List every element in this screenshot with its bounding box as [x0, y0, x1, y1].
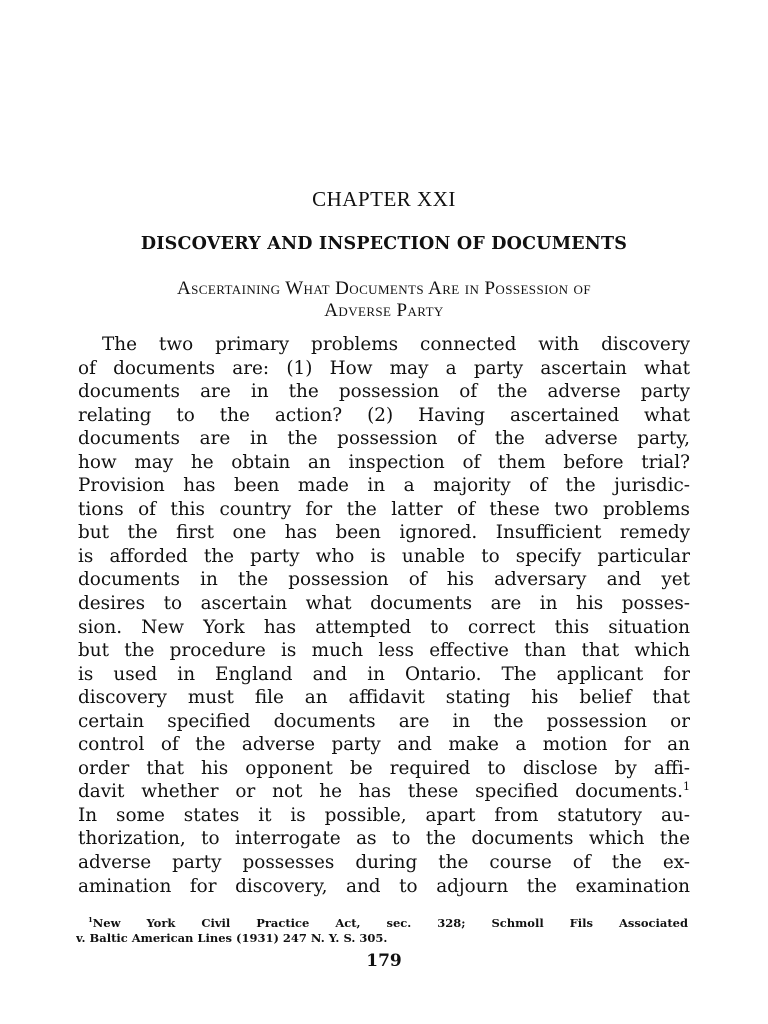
body-line: thorization, to interrogate as to the documents which the [78, 828, 690, 850]
body-line: control of the adverse party and make a motion for an [78, 734, 690, 756]
body-line: Provision has been made in a majority of the jurisdic- [78, 475, 690, 497]
body-line: but the procedure is much less effective than that which [78, 640, 690, 662]
body-line: of documents are: (1) How may a party ascertain what [78, 357, 690, 379]
page-number: 179 [366, 951, 402, 971]
body-line: sion. New York has attempted to correct this situation [78, 616, 690, 638]
footnote-reference: 1 [682, 780, 690, 794]
body-line: is afforded the party who is unable to specify particular [78, 545, 690, 567]
subheading-line: Adverse Party [324, 300, 444, 321]
footnote-line [76, 916, 688, 931]
body-line: documents in the possession of his adversary and yet [78, 569, 690, 591]
body-line: desires to ascertain what documents are in his posses- [78, 593, 690, 615]
body-line: relating to the action? (2) Having ascertained what [78, 404, 690, 426]
body-line: order that his opponent be required to disclose by affi- [78, 757, 690, 779]
chapter-heading: CHAPTER XXI [312, 187, 456, 211]
body-line [78, 780, 690, 804]
body-line: but the first one has been ignored. Insufficient remedy [78, 522, 690, 544]
body-line: tions of this country for the latter of these two problems [78, 498, 690, 520]
body-text [78, 333, 690, 898]
footnote [76, 916, 688, 946]
body-line: discovery must file an affidavit stating his belief that [78, 687, 690, 709]
body-line: adverse party possesses during the course of the ex- [78, 852, 690, 874]
body-line: In some states it is possible, apart from statutory au- [78, 804, 690, 826]
body-line-text: davit whether or not he has these specified documents. [78, 781, 683, 803]
footnote-marker: 1 [88, 916, 93, 925]
footnote-line-text: New York Civil Practice Act, sec. 328; Schmoll Fils Associated [92, 916, 688, 930]
body-line: is used in England and in Ontario. The applicant for [78, 663, 690, 685]
body-line: amination for discovery, and to adjourn the examination [78, 875, 690, 897]
body-line: certain specified documents are in the possession or [78, 710, 690, 732]
body-line: The two primary problems connected with discovery [102, 334, 690, 355]
footnote-line: v. Baltic American Lines (1931) 247 N. Y. S. 305. [76, 931, 388, 945]
section-subheading [78, 278, 690, 322]
subheading-line: Ascertaining What Documents Are in Possession of [177, 278, 591, 299]
body-line: documents are in the possession of the adverse party, [78, 428, 690, 450]
body-line: documents are in the possession of the adverse party [78, 381, 690, 403]
body-line: how may he obtain an inspection of them before trial? [78, 451, 690, 473]
chapter-title: DISCOVERY AND INSPECTION OF DOCUMENTS [140, 234, 628, 254]
